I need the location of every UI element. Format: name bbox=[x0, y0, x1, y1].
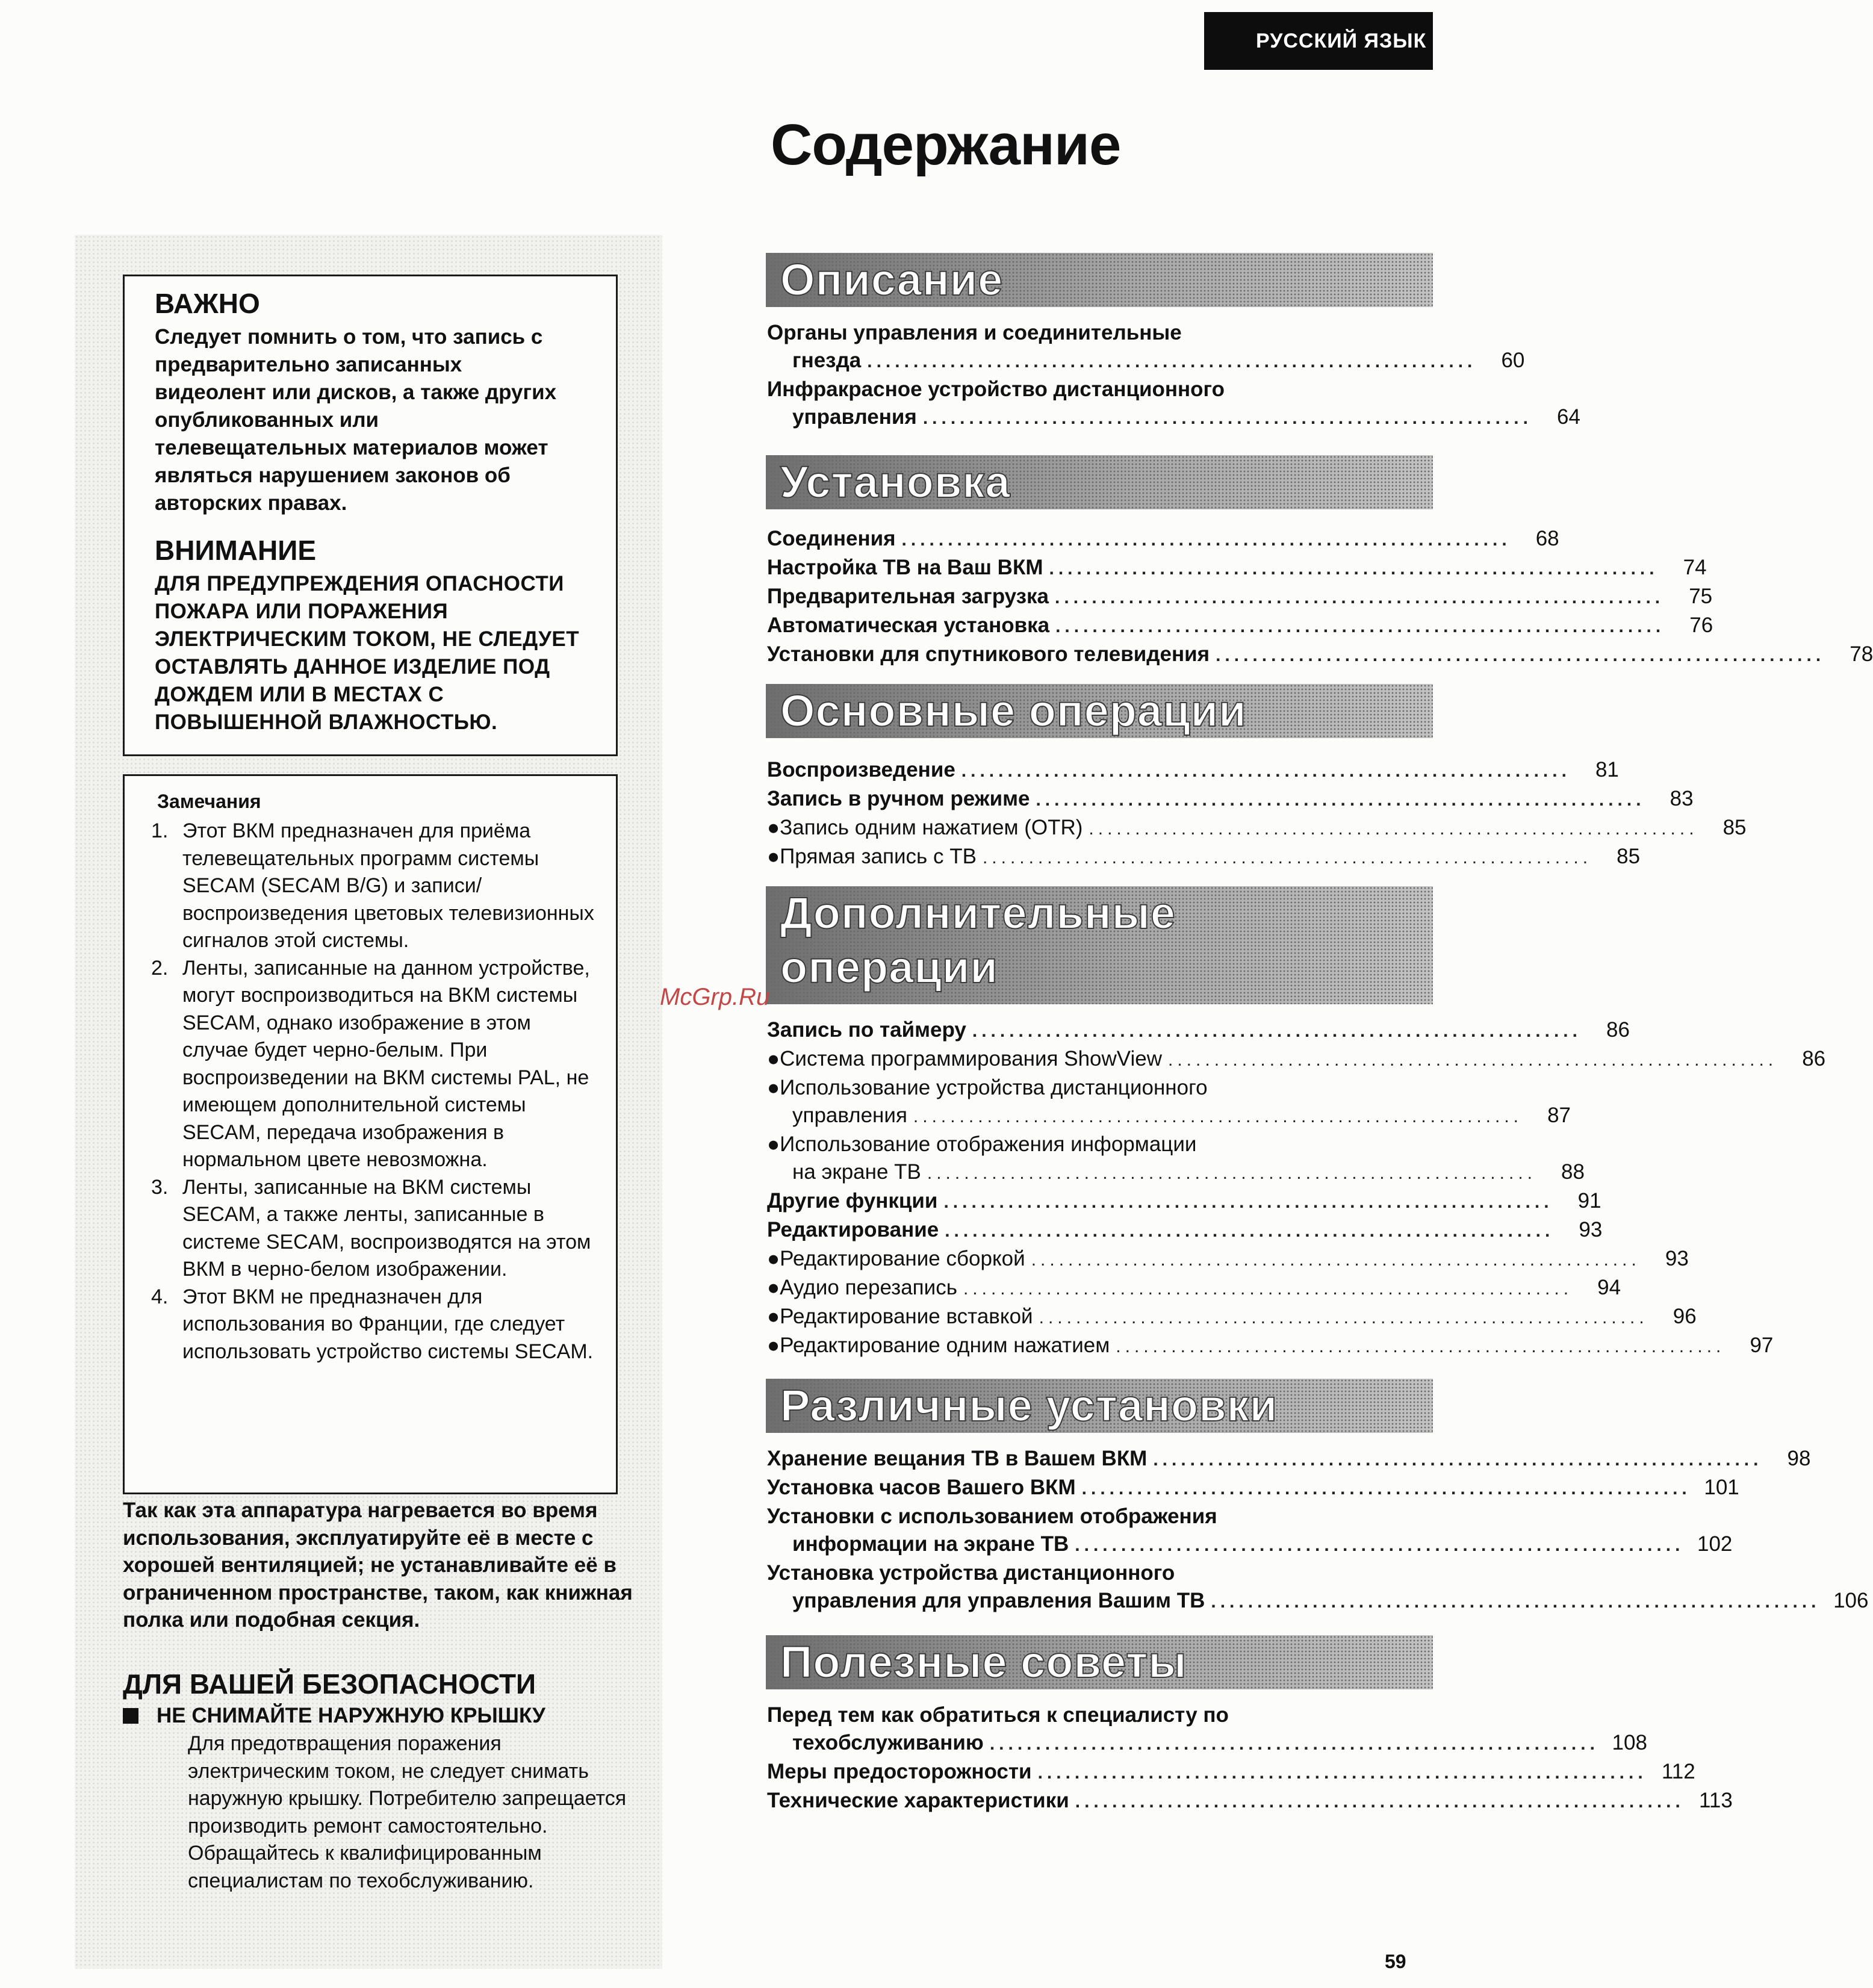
toc-label: Редактирование bbox=[767, 1218, 939, 1241]
toc-item[interactable] bbox=[767, 1245, 1689, 1274]
note-number: 2. bbox=[151, 956, 169, 980]
toc-label: ●Редактирование одним нажатием bbox=[767, 1334, 1110, 1357]
toc-dots: .................................................................. bbox=[945, 1221, 1555, 1241]
section-title: операции bbox=[780, 942, 998, 992]
toc-page: 88 bbox=[1561, 1160, 1585, 1184]
section-title: Описание bbox=[780, 255, 1004, 305]
toc-label: управления для управления Вашим ТВ bbox=[792, 1589, 1205, 1612]
note-item bbox=[151, 1284, 616, 1366]
toc-page: 93 bbox=[1665, 1247, 1689, 1270]
toc-section-description[interactable] bbox=[766, 253, 1433, 307]
toc-item-line: Органы управления и соединительные bbox=[767, 321, 1182, 344]
toc-label: управления bbox=[792, 1104, 907, 1127]
safety-text: Для предотвращения поражения электрическим током, не следует снимать наружную крышку. Потребителю запрещается производить ремонт самостоятельно. Обращайтесь к квалифицированным специалистам по техобслуживанию. bbox=[188, 1732, 627, 1892]
note-text: Этот ВКМ не предназначен для использования во Франции, где следует использовать устройство системы SECAM. bbox=[182, 1285, 594, 1363]
toc-page: 113 bbox=[1699, 1789, 1733, 1812]
toc-page: 86 bbox=[1802, 1047, 1826, 1070]
toc-dots: .................................................................. bbox=[1081, 1479, 1691, 1499]
toc-list-description bbox=[767, 319, 1580, 432]
toc-page: 94 bbox=[1597, 1276, 1621, 1299]
toc-item-line: Перед тем как обратиться к специалисту по bbox=[767, 1703, 1229, 1727]
language-tab: РУССКИЙ ЯЗЫК bbox=[1204, 12, 1433, 70]
toc-item[interactable] bbox=[767, 641, 1873, 669]
important-text: Следует помнить о том, что запись с предварительно записанных видеолент или дисков, а также других опубликованных или телевещательных материалов может являться нарушением законов об авторских правах. bbox=[155, 325, 557, 515]
toc-label: Автоматическая установка bbox=[767, 613, 1050, 637]
toc-label: ●Редактирование вставкой bbox=[767, 1305, 1033, 1328]
toc-label: Технические характеристики bbox=[767, 1789, 1069, 1812]
toc-page: 106 bbox=[1833, 1589, 1869, 1612]
toc-page: 98 bbox=[1787, 1447, 1811, 1470]
toc-item-line: ●Использование отображения информации bbox=[767, 1132, 1197, 1156]
toc-dots: .................................................................. bbox=[1211, 1592, 1821, 1612]
toc-page: 68 bbox=[1535, 527, 1559, 550]
toc-page: 81 bbox=[1595, 758, 1619, 781]
toc-label: техобслуживанию bbox=[792, 1731, 984, 1754]
toc-item[interactable] bbox=[767, 583, 1713, 612]
toc-dots: .................................................................. bbox=[1031, 1250, 1641, 1270]
square-bullet-icon bbox=[123, 1708, 138, 1724]
toc-item[interactable] bbox=[767, 1587, 1869, 1616]
toc-dots: .................................................................. bbox=[961, 761, 1571, 781]
toc-label: Соединения bbox=[767, 527, 896, 550]
toc-page: 83 bbox=[1670, 787, 1694, 810]
toc-item[interactable] bbox=[767, 525, 1559, 554]
watermark: McGrp.Ru bbox=[660, 984, 770, 1010]
toc-dots: .................................................................. bbox=[1089, 819, 1698, 839]
toc-item[interactable] bbox=[767, 785, 1694, 814]
toc-page: 102 bbox=[1697, 1532, 1733, 1556]
toc-dots: .................................................................. bbox=[1216, 645, 1825, 665]
toc-dots: .................................................................. bbox=[1116, 1337, 1725, 1356]
toc-page: 74 bbox=[1683, 556, 1707, 579]
safety-title: ДЛЯ ВАШЕЙ БЕЗОПАСНОСТИ bbox=[123, 1668, 536, 1700]
toc-label: Запись в ручном режиме bbox=[767, 787, 1030, 810]
toc-label: Запись по таймеру bbox=[767, 1018, 966, 1042]
toc-page: 76 bbox=[1689, 613, 1713, 637]
safety-subtitle bbox=[123, 1704, 545, 1728]
toc-dots: .................................................................. bbox=[982, 848, 1592, 868]
toc-item[interactable] bbox=[767, 554, 1707, 583]
toc-list-additional-operations bbox=[767, 1016, 1826, 1361]
note-item bbox=[151, 1174, 616, 1284]
section-title: Установка bbox=[780, 457, 1011, 507]
toc-item[interactable] bbox=[767, 1216, 1603, 1245]
section-title: Дополнительные bbox=[780, 888, 1176, 938]
toc-item-line: Инфракрасное устройство дистанционного bbox=[767, 377, 1225, 401]
toc-item[interactable] bbox=[767, 1332, 1774, 1361]
page-title: Содержание bbox=[771, 113, 1121, 177]
toc-dots: .................................................................. bbox=[1039, 1308, 1648, 1328]
toc-label: ●Аудио перезапись bbox=[767, 1276, 957, 1299]
warning-heading: ВНИМАНИЕ bbox=[155, 535, 317, 566]
toc-item[interactable] bbox=[767, 1303, 1697, 1332]
toc-list-useful-tips bbox=[767, 1701, 1733, 1816]
toc-label: Воспроизведение bbox=[767, 758, 955, 781]
toc-section-basic-operations[interactable] bbox=[766, 684, 1433, 738]
note-text: Этот ВКМ предназначен для приёма телевещательных программ системы SECAM (SECAM B/G) и записи/воспроизведения цветовых телевизионных сигналов этой системы. bbox=[182, 819, 594, 952]
toc-section-setup[interactable] bbox=[766, 455, 1433, 509]
toc-item[interactable] bbox=[767, 1729, 1647, 1758]
toc-label: информации на экране ТВ bbox=[792, 1532, 1069, 1556]
warning-text: ДЛЯ ПРЕДУПРЕЖДЕНИЯ ОПАСНОСТИ ПОЖАРА ИЛИ ПОРАЖЕНИЯ ЭЛЕКТРИЧЕСКИМ ТОКОМ, НЕ СЛЕДУЕТ ОСТАВЛЯТЬ ДАННОЕ ИЗДЕЛИЕ ПОД ДОЖДЕМ ИЛИ В МЕСТАХ С ПОВЫШЕННОЙ ВЛАЖНОСТЬЮ. bbox=[155, 572, 580, 734]
toc-item[interactable] bbox=[767, 814, 1747, 843]
note-number: 1. bbox=[151, 819, 169, 842]
toc-page: 75 bbox=[1689, 585, 1713, 608]
note-number: 4. bbox=[151, 1285, 169, 1308]
note-item bbox=[151, 955, 616, 1174]
toc-label: Установка часов Вашего ВКМ bbox=[767, 1476, 1076, 1499]
toc-dots: .................................................................. bbox=[1055, 588, 1665, 607]
note-text: Ленты, записанные на данном устройстве, могут воспроизводиться на ВКМ системы SECAM, однако изображение в этом случае будет черно-белым. При воспроизведении на ВКМ системы PAL, не имеющем дополнительной системы SECAM, передача изображения в нормальном цвете невозможна. bbox=[182, 956, 590, 1171]
toc-dots: .................................................................. bbox=[972, 1021, 1582, 1041]
toc-dots: .................................................................. bbox=[1075, 1792, 1685, 1812]
toc-item[interactable] bbox=[767, 756, 1619, 785]
toc-item[interactable] bbox=[767, 1758, 1695, 1787]
toc-page: 93 bbox=[1579, 1218, 1603, 1241]
toc-page: 85 bbox=[1617, 845, 1641, 868]
toc-page: 64 bbox=[1557, 405, 1580, 429]
note-item bbox=[151, 818, 616, 955]
section-title: Полезные советы bbox=[780, 1637, 1187, 1687]
toc-section-additional-operations[interactable] bbox=[766, 886, 1433, 1004]
toc-label: на экране ТВ bbox=[792, 1160, 921, 1184]
note-text: Ленты, записанные на ВКМ системы SECAM, а также ленты, записанные в системе SECAM, воспроизводятся на этом ВКМ в черно-белом изображении. bbox=[182, 1175, 591, 1281]
toc-label: Установки для спутникового телевидения bbox=[767, 642, 1210, 666]
heat-warning: Так как эта аппаратура нагревается во время использования, эксплуатируйте её в месте с хорошей вентиляцией; не устанавливайте её в ограниченном пространстве, таком, как книжная полка или подобная секция. bbox=[123, 1499, 633, 1632]
toc-page: 101 bbox=[1704, 1476, 1739, 1499]
toc-page: 87 bbox=[1547, 1104, 1571, 1127]
toc-label: Хранение вещания ТВ в Вашем ВКМ bbox=[767, 1447, 1148, 1470]
toc-label: Предварительная загрузка bbox=[767, 585, 1049, 608]
toc-page: 112 bbox=[1661, 1760, 1695, 1783]
toc-page: 91 bbox=[1577, 1189, 1601, 1213]
toc-list-basic-operations bbox=[767, 756, 1747, 872]
toc-dots: .................................................................. bbox=[989, 1734, 1599, 1754]
toc-item[interactable] bbox=[767, 1187, 1601, 1216]
toc-item[interactable] bbox=[767, 1158, 1585, 1187]
toc-dots: .................................................................. bbox=[901, 530, 1511, 550]
notes-box bbox=[123, 774, 618, 1494]
toc-item[interactable] bbox=[767, 1445, 1811, 1474]
toc-page: 97 bbox=[1750, 1334, 1774, 1357]
toc-list-various-settings bbox=[767, 1445, 1869, 1616]
toc-dots: .................................................................. bbox=[1153, 1450, 1763, 1470]
toc-label: Настройка ТВ на Ваш ВКМ bbox=[767, 556, 1043, 579]
important-heading: ВАЖНО bbox=[155, 288, 260, 319]
section-title: Основные операции bbox=[780, 686, 1247, 736]
toc-dots: .................................................................. bbox=[867, 352, 1477, 371]
toc-item[interactable] bbox=[767, 843, 1641, 872]
toc-item[interactable] bbox=[767, 403, 1580, 432]
toc-section-various-settings[interactable] bbox=[766, 1379, 1433, 1433]
toc-dots: .................................................................. bbox=[1075, 1535, 1685, 1555]
toc-label: ●Запись одним нажатием (OTR) bbox=[767, 816, 1083, 839]
toc-item[interactable] bbox=[767, 1474, 1739, 1503]
toc-page: 78 bbox=[1850, 642, 1873, 666]
toc-label: гнезда bbox=[792, 349, 862, 372]
toc-list-setup bbox=[767, 525, 1873, 669]
toc-dots: .................................................................. bbox=[1055, 617, 1665, 636]
toc-section-useful-tips[interactable] bbox=[766, 1635, 1433, 1689]
toc-item[interactable] bbox=[767, 1045, 1826, 1074]
toc-item[interactable] bbox=[767, 1274, 1621, 1303]
section-title: Различные установки bbox=[780, 1381, 1278, 1430]
toc-page: 60 bbox=[1501, 349, 1525, 372]
toc-page: 96 bbox=[1673, 1305, 1697, 1328]
toc-page: 86 bbox=[1606, 1018, 1630, 1042]
toc-dots: .................................................................. bbox=[913, 1107, 1523, 1126]
toc-label: ●Редактирование сборкой bbox=[767, 1247, 1025, 1270]
toc-dots: .................................................................. bbox=[927, 1163, 1536, 1183]
toc-dots: .................................................................. bbox=[922, 408, 1532, 428]
toc-label: Меры предосторожности bbox=[767, 1760, 1032, 1783]
page-number: 59 bbox=[1385, 1951, 1406, 1972]
toc-item[interactable] bbox=[767, 1016, 1630, 1045]
toc-item[interactable] bbox=[767, 1102, 1571, 1131]
toc-dots: .................................................................. bbox=[1168, 1050, 1778, 1070]
toc-dots: .................................................................. bbox=[943, 1192, 1553, 1212]
toc-label: ●Система программирования ShowView bbox=[767, 1047, 1163, 1070]
toc-item[interactable] bbox=[767, 347, 1525, 376]
toc-item[interactable] bbox=[767, 1530, 1733, 1559]
toc-label: Другие функции bbox=[767, 1189, 938, 1213]
toc-page: 108 bbox=[1612, 1731, 1647, 1754]
toc-dots: .................................................................. bbox=[1036, 790, 1645, 810]
note-number: 3. bbox=[151, 1175, 169, 1199]
toc-item-line: ●Использование устройства дистанционного bbox=[767, 1076, 1208, 1099]
toc-dots: .................................................................. bbox=[1049, 559, 1659, 579]
safety-subtitle-text: НЕ СНИМАЙТЕ НАРУЖНУЮ КРЫШКУ bbox=[157, 1704, 545, 1727]
toc-item-line: Установки с использованием отображения bbox=[767, 1505, 1217, 1528]
toc-dots: .................................................................. bbox=[1037, 1763, 1647, 1783]
important-box bbox=[123, 275, 618, 756]
toc-dots: .................................................................. bbox=[963, 1279, 1573, 1299]
toc-item-line: Установка устройства дистанционного bbox=[767, 1561, 1175, 1585]
notes-heading: Замечания bbox=[157, 791, 261, 812]
toc-page: 85 bbox=[1722, 816, 1747, 839]
toc-label: ●Прямая запись с ТВ bbox=[767, 845, 977, 868]
toc-label: управления bbox=[792, 405, 917, 429]
toc-item[interactable] bbox=[767, 1787, 1733, 1816]
toc-item[interactable] bbox=[767, 612, 1713, 641]
